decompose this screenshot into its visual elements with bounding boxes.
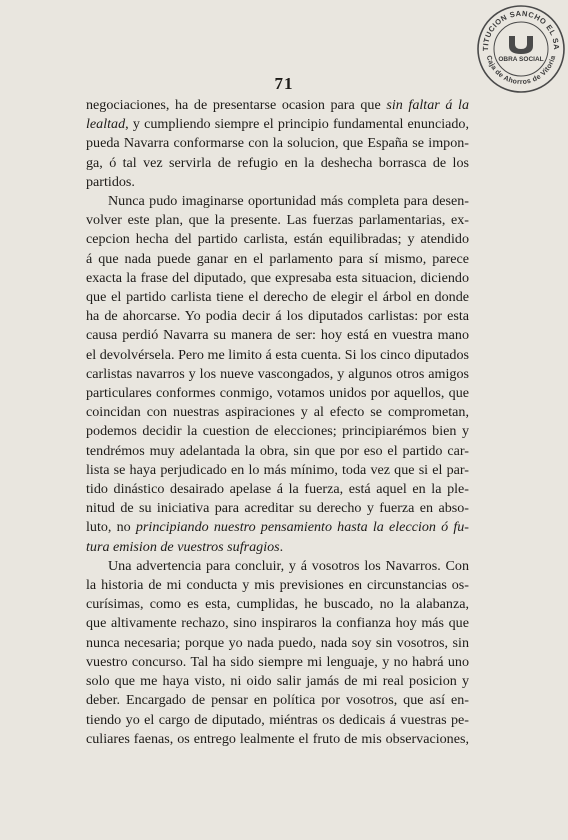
italic-text: lealtad [86,116,126,133]
text-run: que altivamente rechazo, sino inspiraros la confianza hoy más que [86,615,469,632]
text-line [86,346,469,365]
text-line [86,557,469,576]
text-run: tido dinástico desairado apelase á la fuerza, está aquel en la ple- [86,481,469,498]
text-run: curísimas, como es esta, cumplidas, he buscado, no la alabanza, [86,596,469,613]
stamp-seal-icon [476,4,566,94]
svg-text:Caja de Ahorros de Vitoria: Caja de Ahorros de Vitoria [484,54,558,87]
text-run: á que nada puede ganar en el parlamento para sí mismo, parece [86,250,469,267]
text-run: culiares faenas, os entrego lealmente el fruto de mis observaciones, [86,730,469,747]
paragraph [86,96,469,192]
text-line [86,442,469,461]
text-line [86,634,469,653]
text-line [86,365,469,384]
text-line [86,154,469,173]
page-number: 71 [274,74,294,93]
text-run: exacta la frase del diputado, que expresaba esta situacion, diciendo [86,269,469,286]
italic-text: tura emision de vuestros sufragios [86,538,280,555]
text-line [86,134,469,153]
text-line [86,96,469,115]
text-run: deber. Encargado de pensar en política por vosotros, que así en- [86,692,469,709]
text-run: que el partido carlista tiene el derecho de elegir el árbol en donde [86,289,469,306]
paragraph [86,192,469,557]
text-run: cepcion hecha del partido carlista, están equilibradas; y atendido [86,231,469,248]
text-run: coincidan con nuestras aspiraciones y al efecto se comprometan, [86,404,469,421]
text-line [86,269,469,288]
text-run: Nunca pudo imaginarse oportunidad más completa para desen- [108,193,469,210]
text-run: solo que me haya visto, ni oido salir jamás de mi real posicion y [86,673,469,690]
text-line [86,538,469,557]
text-line [86,326,469,345]
text-run: ga, ó tal vez servirla de refugio en la deshecha borrasca de los [86,154,469,171]
text-line [86,250,469,269]
text-run: negociaciones, ha de presentarse ocasion para que [86,97,387,113]
library-stamp [476,4,566,94]
text-line [86,730,469,749]
text-line [86,403,469,422]
text-line [86,576,469,595]
text-line [86,211,469,230]
text-run: lista se haya perjudicado en lo más mínimo, toda vez que si el par- [86,461,469,478]
text-line [86,653,469,672]
italic-text: sin faltar á la [386,97,469,113]
text-run: carlistas navarros y los nueve vascongados, y algunos otros amigos [86,365,469,382]
text-run: el devolvérsela. Pero me limito á esta cuenta. Si los cinco diputados [86,346,469,363]
text-run: Una advertencia para concluir, y á vosotros los Navarros. Con [108,557,469,574]
text-run: la historia de mi conducta y mis previsiones en circunstancias os- [86,577,469,594]
text-line [86,614,469,633]
text-line [86,461,469,480]
text-line [86,672,469,691]
text-run: , y cumpliendo siempre el principio fundamental enunciado, [125,116,469,133]
text-run: podemos decidir la cuestion de elecciones; principiarémos bien y [86,423,469,440]
text-run: particulares conformes conmigo, votamos unidos por aquellos, que [86,385,469,402]
text-run: vuestro concurso. Tal ha sido siempre mi lenguaje, y no habrá uno [86,653,469,670]
text-line [86,173,469,192]
text-line [86,307,469,326]
text-run: nitud de su iniciativa para acreditar su derecho y fuerza en abso- [86,500,469,517]
body-text [86,96,469,749]
text-line [86,518,469,537]
text-line [86,384,469,403]
text-line [86,691,469,710]
text-run: nunca necesaria; porque yo nada puedo, nada soy sin vosotros, sin [86,634,469,651]
text-run: ha de ahorcarse. Yo podia decir á los diputados carlistas: por esta [86,308,469,325]
text-line [86,711,469,730]
text-run: causa perdió Navarra su manera de ser: hoy está en vuestra mano [86,327,469,344]
italic-text: principiando nuestro pensamiento hasta la eleccion ó fu- [135,519,469,536]
text-line [86,115,469,134]
stamp-center-label: OBRA SOCIAL [498,56,544,63]
text-line [86,288,469,307]
text-line [86,480,469,499]
text-run: . [279,538,284,555]
text-line [86,192,469,211]
text-line [86,422,469,441]
text-run: tendrémos muy adelantada la obra, sin que por eso el partido car- [86,442,469,459]
text-line [86,230,469,249]
text-line [86,595,469,614]
text-line [86,499,469,518]
text-run: tiendo yo el cargo de diputado, miéntras os dedicais á vuestras pe- [86,711,469,728]
text-run: luto, no [86,519,136,536]
paragraph [86,557,469,749]
text-run: volver este plan, que la presente. Las fuerzas parlamentarias, ex- [86,212,469,229]
text-run: pueda Navarra conformarse con la solucion, que España se impon- [86,135,469,152]
svg-text:INSTITUCION SANCHO EL SABIO: TITUCION SANCHO EL SA [480,8,562,52]
text-run: partidos. [86,173,135,190]
